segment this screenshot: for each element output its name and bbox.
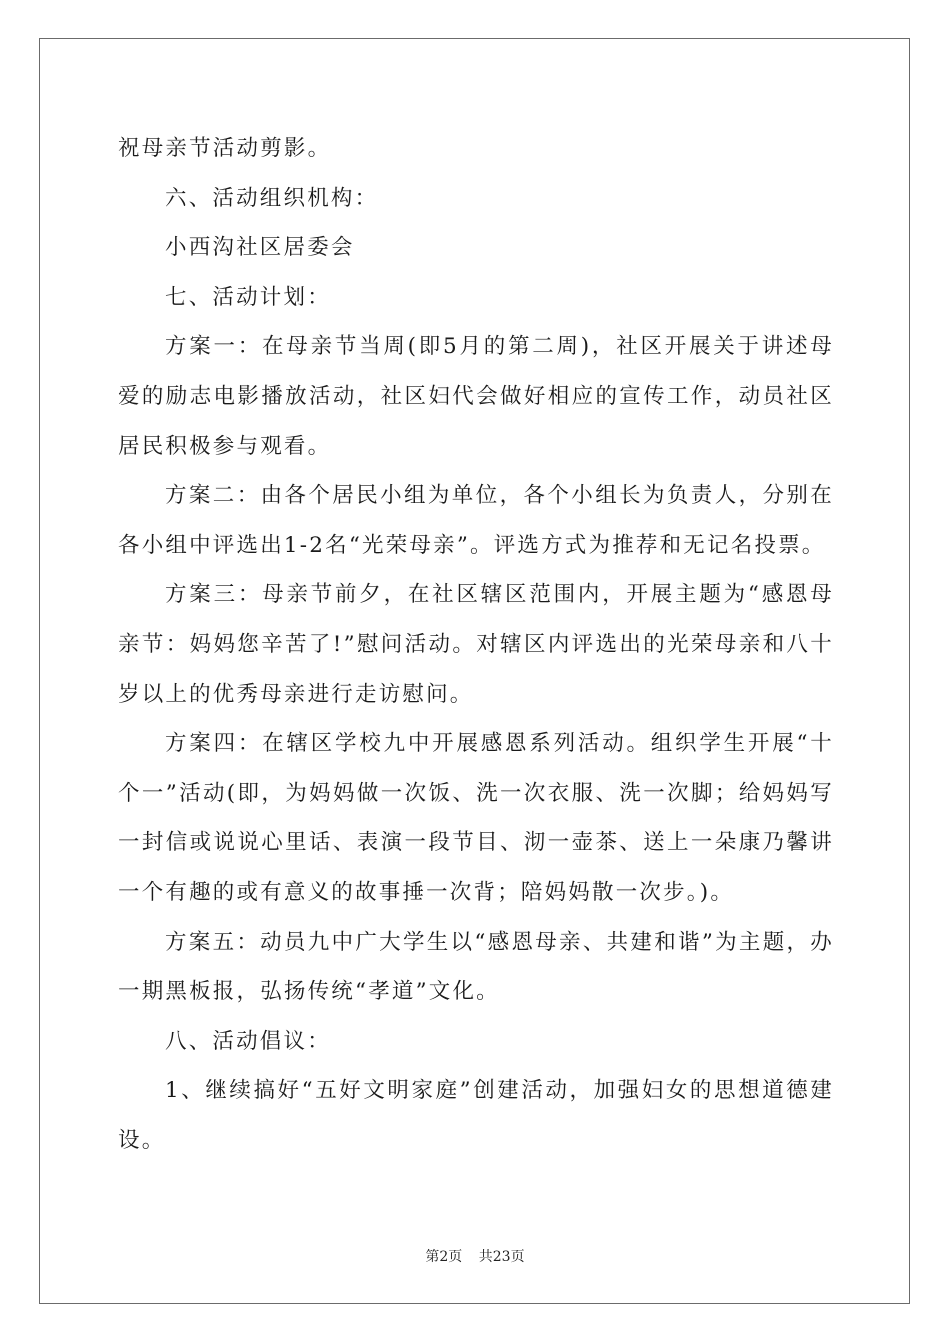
paragraph-6: 方案二：由各个居民小组为单位，各个小组长为负责人，分别在各小组中评选出1-2名“光荣母亲”。评选方式为推荐和无记名投票。 bbox=[118, 483, 834, 558]
paragraph-9: 方案五：动员九中广大学生以“感恩母亲、共建和谐”为主题，办一期黑板报，弘扬传统“孝道”文化。 bbox=[118, 929, 834, 1005]
page-number: 第2页 bbox=[425, 1249, 463, 1265]
page-footer bbox=[0, 1246, 950, 1266]
paragraph-4: 七、活动计划： bbox=[165, 284, 331, 310]
paragraph-7: 方案三：母亲节前夕，在社区辖区范围内，开展主题为“感恩母亲节：妈妈您辛苦了!”慰问活动。对辖区内评选出的光荣母亲和八十岁以上的优秀母亲进行走访慰问。 bbox=[118, 582, 834, 707]
paragraph-8: 方案四：在辖区学校九中开展感恩系列活动。组织学生开展“十个一”活动(即，为妈妈做一次饭、洗一次衣服、洗一次脚；给妈妈写一封信或说说心里话、表演一段节目、沏一壶茶、送上一朵康乃馨讲一个有趣的或有意义的故事捶一次背；陪妈妈散一次步。)。 bbox=[118, 731, 834, 905]
page-total: 共23页 bbox=[478, 1249, 525, 1265]
paragraph-1: 祝母亲节活动剪影。 bbox=[118, 136, 332, 161]
document-body bbox=[118, 124, 834, 1165]
paragraph-5: 方案一：在母亲节当周(即5月的第二周)，社区开展关于讲述母爱的励志电影播放活动，社区妇代会做好相应的宣传工作，动员社区居民积极参与观看。 bbox=[118, 334, 834, 459]
paragraph-2: 六、活动组织机构： bbox=[165, 185, 379, 211]
paragraph-3: 小西沟社区居委会 bbox=[165, 235, 355, 261]
paragraph-10: 八、活动倡议： bbox=[165, 1028, 331, 1054]
paragraph-11: 1、继续搞好“五好文明家庭”创建活动，加强妇女的思想道德建设。 bbox=[118, 1078, 834, 1153]
